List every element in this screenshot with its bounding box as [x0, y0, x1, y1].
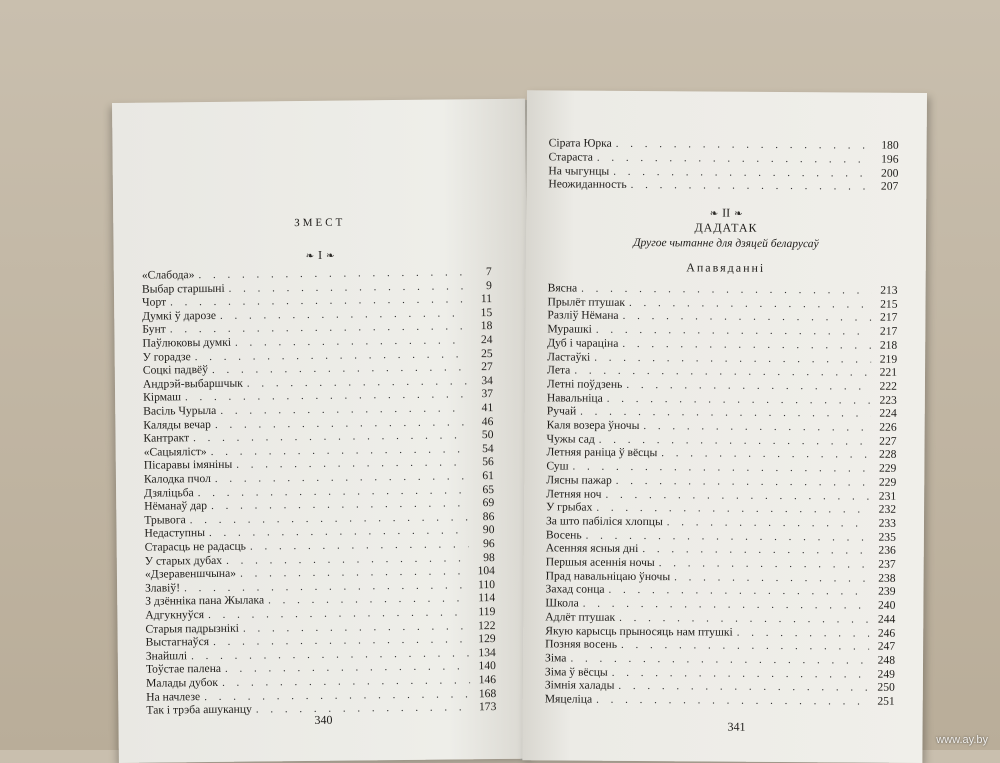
toc-entry-page: 237 — [878, 557, 896, 571]
toc-entry-title: Кантракт — [143, 431, 190, 445]
toc-entry-title: Першыя асеннія ночы — [545, 555, 655, 570]
toc-entry-page: 247 — [877, 639, 896, 653]
toc-entry-title: Кірмаш — [143, 390, 182, 405]
toc-entry-title: Каляды вечар — [143, 417, 212, 432]
toc-entry-page: 231 — [878, 489, 897, 503]
toc-entry-page: 251 — [877, 694, 895, 708]
toc-entry-page: 37 — [481, 387, 494, 401]
toc-entry-page: 221 — [879, 365, 898, 379]
toc-entry-title: Летняя раніца ў вёсцы — [546, 445, 658, 460]
toc-entry-page: 54 — [481, 441, 494, 455]
toc-entry-page: 129 — [478, 632, 496, 646]
page-number-right: 341 — [727, 719, 746, 734]
toc-entry-page: 223 — [879, 393, 897, 407]
section-numeral: I — [318, 247, 323, 262]
toc-entry-title: У старых дубах — [144, 553, 223, 568]
toc-entry-title: Недаступны — [144, 526, 206, 541]
toc-entry-title: Андрэй-выбаршчык — [142, 376, 243, 391]
toc-entry-page: 11 — [480, 292, 493, 306]
toc-entry-title: Дуб і чараціна — [547, 336, 619, 350]
leader-dots — [674, 571, 870, 584]
ornament-right-icon: ❧ — [734, 208, 743, 220]
toc-entry-page: 196 — [881, 152, 899, 166]
toc-entry-title: Летняя ноч — [546, 486, 602, 501]
leader-dots — [605, 488, 870, 502]
toc-entry-page: 9 — [486, 278, 492, 292]
toc-entry-page: 228 — [879, 448, 897, 462]
toc-entry-page: 146 — [478, 673, 497, 687]
toc-entry-page: 240 — [877, 598, 896, 612]
toc-entry-title: Малады дубок — [146, 675, 219, 690]
toc-entry-title: Выстагнаўся — [145, 635, 210, 649]
toc-entry-title: Бунт — [142, 322, 166, 337]
toc-entry-page: 217 — [879, 324, 898, 338]
leader-dots — [586, 529, 870, 543]
toc-entry-page: 7 — [485, 265, 492, 279]
toc-entry-page: 46 — [481, 414, 494, 428]
toc-entry-title: Асенняя ясныя дні — [545, 541, 639, 556]
toc-entry-page: 34 — [481, 373, 493, 387]
toc-entry-title: Мурашкі — [547, 322, 592, 336]
toc-entry-title: Тоўстае палена — [145, 662, 222, 677]
leader-dots — [667, 516, 870, 529]
toc-entry-page: 173 — [478, 700, 497, 714]
toc-entry-page: 98 — [483, 550, 495, 564]
toc-entry-title: Ластаўкі — [547, 349, 591, 364]
leader-dots — [618, 680, 869, 694]
leader-dots — [619, 612, 869, 626]
toc-entry-page: 248 — [877, 653, 896, 667]
toc-entry-title: Адгукнуўся — [145, 608, 205, 622]
leader-dots — [629, 297, 872, 311]
toc-entry-page: 200 — [881, 166, 899, 180]
toc-entry-page: 246 — [877, 626, 896, 640]
toc-entry-page: 236 — [878, 543, 896, 558]
toc-entry-page: 65 — [482, 482, 495, 496]
leader-dots — [661, 448, 870, 461]
toc-entry-page: 27 — [481, 360, 493, 374]
toc-entry-title: Сірата Юрка — [548, 136, 612, 150]
toc-entry-page: 140 — [478, 659, 496, 673]
toc-entry-title: Навальніца — [546, 390, 603, 405]
leader-dots — [609, 584, 870, 598]
toc-entry-page: 229 — [878, 461, 897, 475]
toc-entry-title: Позняя восень — [545, 637, 618, 652]
toc-entry-title: Разліў Нёмана — [547, 308, 619, 323]
leader-dots — [612, 666, 869, 680]
toc-entry — [545, 692, 895, 708]
toc-entry-page: 41 — [481, 401, 494, 415]
toc-entry-title: Чорт — [142, 295, 167, 309]
toc-entry-page: 233 — [878, 516, 897, 530]
toc-entry-title: Старыя падрызнікі — [145, 621, 240, 636]
toc-entry-title: У горадзе — [142, 349, 191, 364]
toc-entry-title: Вясна — [547, 281, 578, 295]
toc-entry-page: 90 — [482, 523, 495, 537]
leader-dots — [594, 351, 871, 365]
leader-dots — [596, 694, 869, 708]
toc-entry-title: Школа — [545, 596, 579, 610]
leader-dots — [596, 502, 870, 516]
toc-entry-page: 50 — [481, 428, 494, 442]
toc-entry-page: 224 — [879, 406, 897, 421]
toc-entry-title: Трывога — [144, 513, 186, 527]
toc-entry-title: Ручай — [546, 404, 577, 418]
toc-entry-title: З дзённіка пана Жылака — [145, 593, 265, 609]
toc-entry-title: Зіма — [545, 651, 567, 665]
leader-dots — [613, 165, 872, 179]
toc-entry-page: 218 — [879, 338, 898, 352]
leader-dots — [574, 365, 871, 379]
leader-dots — [596, 324, 872, 338]
toc-entry-page: 235 — [878, 530, 896, 544]
toc-entry-page: 86 — [482, 509, 495, 523]
toc-entry-page: 122 — [478, 618, 496, 632]
section-numeral: II — [722, 205, 731, 220]
leader-dots — [737, 626, 870, 639]
toc-entry-page: 213 — [880, 283, 898, 297]
toc-entry-title: Паўлюковы думкі — [142, 335, 232, 350]
page-number-left: 340 — [314, 712, 333, 727]
leader-dots — [573, 461, 871, 475]
toc-entry-page: 69 — [482, 496, 495, 510]
toc-entry-title: «Слабода» — [141, 268, 195, 282]
toc-entry-title: Нёманаў дар — [144, 499, 208, 513]
toc-entry-page: 56 — [482, 455, 494, 469]
toc-entry-page: 232 — [878, 502, 897, 516]
toc-entry-page: 249 — [877, 667, 895, 681]
toc-entry-title: На чыгунцы — [548, 163, 610, 178]
leader-dots — [631, 179, 873, 193]
toc-entry-title: Прад навальніцаю ўночы — [545, 569, 671, 583]
leader-dots — [626, 379, 871, 393]
toc-entry-page: 244 — [877, 612, 896, 626]
toc-entry-page: 239 — [878, 585, 896, 599]
toc-entry-title: У грыбах — [546, 500, 593, 514]
ornament-right-icon: ❧ — [326, 250, 335, 262]
toc-entry-title: Старасць не радасць — [144, 539, 247, 554]
toc-entry-title: Каля возера ўночы — [546, 418, 640, 433]
toc-entry-title: За што пабіліся хлопцы — [545, 514, 663, 529]
subsection-title: Апавяданні — [686, 260, 766, 275]
toc-entry-title: Неожиданность — [548, 177, 627, 192]
ornament-left-icon: ❧ — [709, 208, 719, 220]
leader-dots — [621, 639, 869, 653]
toc-entry-page: 119 — [478, 605, 496, 619]
toc-entry-page: 238 — [878, 571, 896, 585]
toc-entry-title: Мяцеліца — [544, 692, 593, 706]
toc-entry-page: 180 — [881, 138, 899, 152]
toc-entry-title: Так і трэба ашуканцу — [146, 702, 252, 717]
toc-entry-title: Злавіў! — [145, 581, 181, 595]
leader-dots — [616, 138, 873, 152]
watermark: www.ay.by — [936, 734, 988, 746]
right-page — [522, 90, 927, 763]
toc-entry-title: Лясны пажар — [546, 473, 612, 487]
toc-entry-title: Восень — [545, 527, 582, 542]
toc-entry-title: Чужы сад — [546, 432, 595, 446]
leader-dots — [581, 283, 872, 297]
section-subtitle: Другое чытанне для дзяцей беларусаў — [633, 236, 819, 251]
toc-entry-title: Калодка пчол — [143, 471, 211, 486]
section-one-marker — [114, 246, 527, 265]
toc-entry-page: 25 — [480, 346, 493, 360]
leader-dots — [599, 433, 871, 447]
leader-dots — [597, 151, 873, 165]
section-title: ДАДАТАК — [694, 220, 758, 235]
toc-entry-page: 110 — [478, 577, 496, 591]
toc-entry-page: 222 — [879, 379, 897, 393]
toc-entry-page: 250 — [877, 680, 895, 695]
leader-dots — [583, 598, 870, 612]
toc-entry-title: Зімнія халады — [544, 678, 615, 693]
leader-dots — [570, 652, 869, 666]
toc-entry-page: 229 — [878, 475, 897, 489]
toc-entry-title: Выбар старшыні — [141, 281, 225, 296]
leader-dots — [256, 701, 471, 715]
leader-dots — [659, 557, 870, 570]
toc-entry-title: Дзяліцьба — [144, 485, 194, 500]
toc-entry-title: Адлёт птушак — [545, 610, 616, 624]
toc-entry-page: 18 — [480, 319, 493, 333]
toc-entry-title: Захад сонца — [545, 582, 605, 597]
leader-dots — [623, 310, 872, 324]
leader-dots — [580, 406, 871, 420]
ornament-left-icon: ❧ — [305, 250, 315, 262]
toc-entry-page: 114 — [478, 591, 496, 605]
leader-dots — [616, 475, 871, 489]
toc-entry-page: 96 — [482, 537, 495, 551]
toc-entry-page: 215 — [880, 297, 898, 311]
toc-entry-page: 24 — [480, 333, 493, 347]
leader-dots — [642, 543, 870, 557]
toc-entry-title: Соцкі падвёў — [142, 363, 209, 377]
toc-entry-page: 219 — [879, 352, 898, 366]
toc-entry-title: Знайшлі — [145, 649, 188, 663]
toc-entry-title: Пісаравы імяніны — [143, 458, 233, 473]
toc-entry-page: 168 — [478, 686, 497, 700]
leader-dots — [643, 420, 870, 434]
toc-entry-title: Зіма ў вёсцы — [544, 664, 608, 679]
toc-entry-page: 134 — [478, 645, 496, 659]
toc-entry-title: Стараста — [548, 150, 593, 164]
toc-entry-page: 15 — [480, 305, 493, 319]
toc-entry-page: 207 — [880, 180, 899, 194]
toc-entry-title: Якую карысць прыносяць нам птушкі — [545, 623, 733, 639]
toc-entry-title: Лета — [547, 363, 571, 377]
toc-entry-title: «Сацыяліст» — [143, 444, 207, 459]
toc-entry — [548, 178, 898, 194]
leader-dots — [622, 338, 871, 352]
toc-heading: ЗМЕСТ — [294, 216, 346, 230]
toc-entry-page: 227 — [879, 434, 897, 448]
leader-dots — [607, 392, 871, 406]
left-page — [112, 99, 532, 763]
toc-entry-page: 61 — [482, 469, 494, 483]
toc-entry-title: «Дзеравеншчына» — [144, 566, 237, 581]
toc-entry-page: 217 — [879, 311, 898, 325]
toc-entry-title: Суш — [546, 459, 569, 473]
toc-entry-title: Васіль Чурыла — [143, 403, 217, 418]
toc-entry-page: 104 — [477, 564, 495, 578]
toc-entry-page: 226 — [879, 420, 897, 434]
toc-entry-title: Думкі ў дарозе — [142, 308, 216, 323]
toc-entry-title: На начлезе — [146, 689, 201, 704]
toc-entry-title: Прылёт птушак — [547, 295, 626, 309]
toc-entry-title: Летні поўдзень — [546, 377, 623, 391]
